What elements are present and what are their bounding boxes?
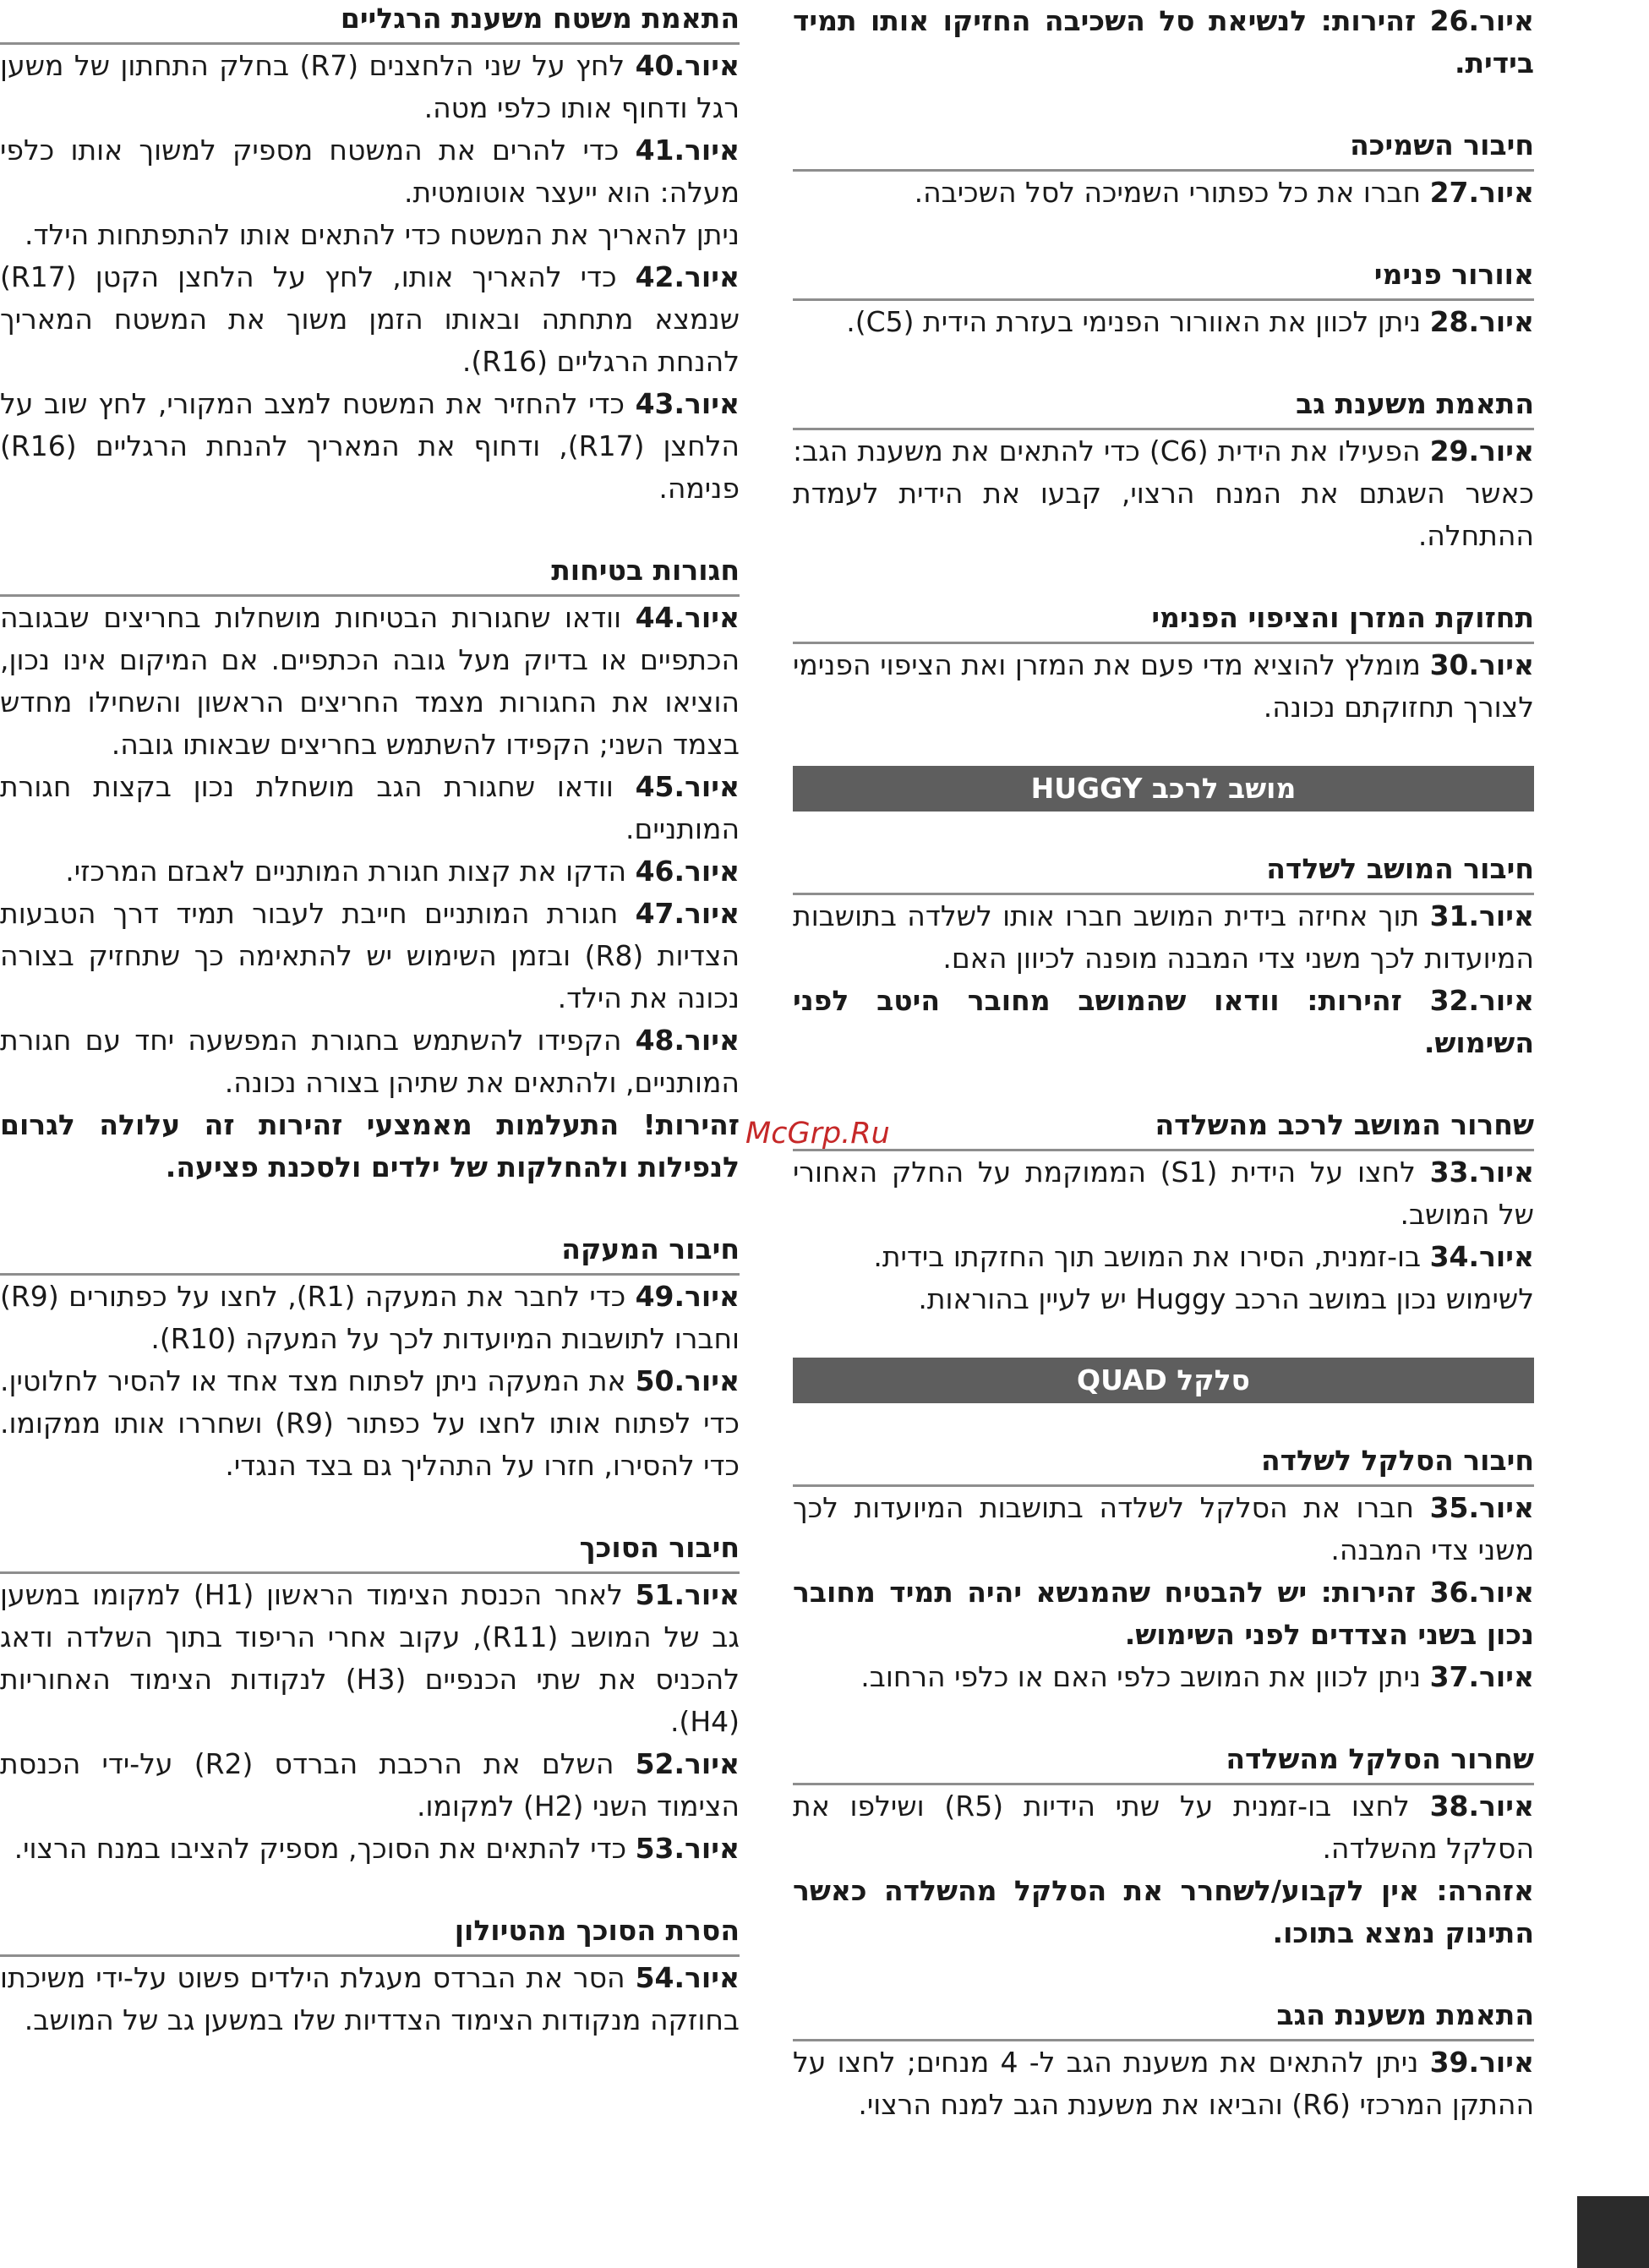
section-heading-backrest-quad: התאמת משענת הגב <box>793 1997 1534 2041</box>
figure-49-paragraph <box>0 1276 740 1360</box>
section-heading-attach-quad: חיבור הסלקל לשלדה <box>793 1442 1534 1487</box>
paragraph-text: זהירות: וודאו שהמושב מחובר היטב לפני השימוש. <box>793 984 1534 1059</box>
figure-number: איור.54 <box>635 1961 740 1994</box>
section-heading-backrest: התאמת משענת גב <box>793 385 1534 430</box>
quad-release-warning: אזהרה: אין לקבוע/לשחרר את הסלקל מהשלדה כאשר התינוק נמצא בתוכו. <box>793 1874 1534 1949</box>
section-heading-attach-seat: חיבור המושב לשלדה <box>793 850 1534 895</box>
figure-27-paragraph <box>793 172 1534 214</box>
figure-number: איור.34 <box>1429 1240 1534 1273</box>
figure-39-paragraph <box>793 2041 1534 2126</box>
figure-number: איור.44 <box>635 601 740 634</box>
paragraph-text: חברו את כל כפתורי השמיכה לסל השכיבה. <box>914 176 1430 209</box>
figure-number: איור.50 <box>635 1364 740 1397</box>
paragraph-text: חברו את הסלקל לשלדה בתושבות המיועדות לכך משני צדי המבנה. <box>793 1491 1534 1566</box>
figure-number: איור.47 <box>635 897 740 930</box>
paragraph-text: ניתן לכוון את המושב כלפי האם או כלפי הרחוב. <box>860 1660 1430 1693</box>
figure-number: איור.36 <box>1429 1576 1534 1609</box>
section-heading-bumper: חיבור המעקה <box>0 1231 740 1276</box>
paragraph-text: השלם את הרכבת הברדס (R2) על-ידי הכנסת הצימוד השני (H2) למקומו. <box>0 1747 740 1823</box>
paragraph-text: ניתן להתאים את משענת הגב ל- 4 מנחים; לחצו על ההתקן המרכזי (R6) והביאו את משענת הגב למנח הרצוי. <box>793 2046 1534 2121</box>
figure-number: איור.42 <box>635 260 740 293</box>
right-column <box>793 0 1534 2126</box>
section-heading-maintenance: תחזוקת המזרן והציפוי הפנימי <box>793 599 1534 644</box>
paragraph-text: הקפידו להשתמש בחגורת המפשעה יחד עם חגורת המותניים, ולהתאים את שתיהן בצורה נכונה. <box>0 1024 740 1099</box>
figure-54-paragraph <box>0 1957 740 2041</box>
figure-number: איור.31 <box>1429 899 1534 932</box>
banner-quad: סלקל QUAD <box>793 1358 1534 1403</box>
paragraph-text: זהירות: יש להבטיח שהמנשא יהיה תמיד מחובר נכון בשני הצדדים לפני השימוש. <box>793 1576 1534 1651</box>
figure-36-warning <box>793 1571 1534 1656</box>
paragraph-text: כדי לחבר את המעקה (R1), לחצו על כפתורים (R9) וחברו לתושבות המיועדות לכך על המעקה (R10). <box>0 1280 740 1355</box>
paragraph-text: ניתן לכוון את האוורור הפנימי בעזרת הידית (C5). <box>846 305 1430 338</box>
figure-43-paragraph <box>0 383 740 510</box>
figure-37-paragraph <box>793 1656 1534 1698</box>
figure-34-paragraph <box>793 1236 1534 1278</box>
paragraph-text: מומלץ להוציא מדי פעם את המזרן ואת הציפוי הפנימי לצורך תחזוקתם נכונה. <box>793 648 1534 724</box>
figure-52-paragraph <box>0 1743 740 1828</box>
figure-number: איור.37 <box>1429 1660 1534 1693</box>
figure-38-paragraph <box>793 1785 1534 1870</box>
figure-41-paragraph <box>0 129 740 214</box>
paragraph-text: הסר את הברדס מעגלת הילדים פשוט על-ידי משיכתו בחוזקה מנקודות הצימוד הצדדיות שלו במשען גב של המושב. <box>0 1961 740 2036</box>
figure-number: איור.45 <box>635 770 740 803</box>
figure-number: איור.43 <box>635 387 740 420</box>
figure-32-warning <box>793 980 1534 1064</box>
figure-number: איור.53 <box>635 1832 740 1865</box>
paragraph-text: לאחר הכנסת הצימוד הראשון (H1) למקומו במשען גב של המושב (R11), עקוב אחרי הריפוד בתוך השלדה ודאג להכניס את שתי הכנפיים (H3) לנקודות הצימוד האחוריות (H4). <box>0 1578 740 1738</box>
figure-number: איור.29 <box>1429 434 1534 467</box>
paragraph-text: הדקו את קצות חגורת המותניים לאבזם המרכזי. <box>65 855 636 888</box>
paragraph-text: לחצו בו-זמנית על שתי הידיות (R5) ושילפו את הסלקל מהשלדה. <box>793 1790 1534 1865</box>
paragraph-text: לחץ על שני הלחצנים (R7) בחלק התחתון של משען רגל ודחוף אותו כלפי מטה. <box>0 49 740 124</box>
section-heading-legrest: התאמת משטח משענת הרגליים <box>0 0 740 45</box>
paragraph-text: וודאו שחגורות הבטיחות מושחלות בחריצים שבגובה הכתפיים או בדיוק מעל גובה הכתפיים. אם המיקום אינו נכון, הוציאו את החגורות מצמד החריצים הראשון והשחילו מחדש בצמד השני; הקפידו להשתמש בחריצים שבאותו גובה. <box>0 601 740 761</box>
figure-number: איור.28 <box>1429 305 1534 338</box>
figure-number: איור.35 <box>1429 1491 1534 1524</box>
figure-number: איור.49 <box>635 1280 740 1313</box>
figure-31-paragraph <box>793 895 1534 980</box>
watermark: McGrp.Ru <box>745 1117 890 1150</box>
figure-number: איור.33 <box>1429 1156 1535 1189</box>
huggy-instructions-note: לשימוש נכון במושב הרכב Huggy יש לעיין בהוראות. <box>918 1282 1534 1315</box>
paragraph-text: כדי להחזיר את המשטח למצב המקורי, לחץ שוב על הלחצן (R17), ודחוף את המאריך להנחת הרגליים (R16) פנימה. <box>0 387 740 505</box>
figure-50-paragraph <box>0 1360 740 1487</box>
section-heading-belts: חגורות בטיחות <box>0 552 740 597</box>
paragraph-text: חגורת המותניים חייבת לעבור תמיד דרך הטבעות הצדיות (R8) ובזמן השימוש יש להתאימה כך שתחזיק בצורה נכונה את הילד. <box>0 897 740 1014</box>
figure-44-paragraph <box>0 597 740 766</box>
figure-47-paragraph <box>0 893 740 1019</box>
figure-number: איור.27 <box>1429 176 1534 209</box>
section-heading-release-seat: שחרור המושב לרכב מהשלדה <box>793 1107 1534 1151</box>
paragraph-text: הפעילו את הידית (C6) כדי להתאים את משענת הגב: כאשר השגתם את המנח הרצוי, קבעו את הידית לעמדת ההתחלה. <box>793 434 1534 552</box>
figure-46-paragraph <box>0 850 740 893</box>
paragraph-text: בו-זמנית, הסירו את המושב תוך החזקתו בידית. <box>873 1240 1430 1273</box>
figure-29-paragraph <box>793 430 1534 557</box>
figure-40-paragraph <box>0 45 740 129</box>
figure-number: איור.51 <box>635 1578 740 1611</box>
paragraph-text: כדי להאריך אותו, לחץ על הלחצן הקטן (R17) שנמצא מתחתה ובאותו הזמן משוך את המשטח המאריך להנחת הרגליים (R16). <box>0 260 740 378</box>
section-heading-release-quad: שחרור הסלקל מהשלדה <box>793 1741 1534 1785</box>
banner-huggy: מושב לרכב HUGGY <box>793 766 1534 812</box>
figure-number: איור.39 <box>1429 2046 1535 2079</box>
figure-48-paragraph <box>0 1019 740 1104</box>
paragraph-text: כדי להתאים את הסוכך, מספיק להציבו במנח הרצוי. <box>14 1832 636 1865</box>
section-heading-hood-remove: הסרת הסוכך מהטיולון <box>0 1912 740 1957</box>
left-column <box>0 0 740 2041</box>
figure-45-paragraph <box>0 766 740 850</box>
section-heading-hood: חיבור הסוכך <box>0 1529 740 1574</box>
figure-number: איור.30 <box>1429 648 1534 681</box>
figure-28-paragraph <box>793 301 1534 343</box>
paragraph-text: את המעקה ניתן לפתוח מצד אחד או להסיר לחלוטין. כדי לפתוח אותו לחצו על כפתור (R9) ושחררו אותו ממקומו. כדי להסירו, חזרו על התהליך גם בצד הנגדי. <box>0 1364 740 1482</box>
figure-33-paragraph <box>793 1151 1534 1236</box>
figure-42-paragraph <box>0 256 740 383</box>
paragraph-text: כדי להרים את המשטח מספיק למשוך אותו כלפי מעלה: הוא ייעצר אוטומטית. <box>0 134 740 209</box>
figure-30-paragraph <box>793 644 1534 729</box>
figure-number: איור.32 <box>1429 984 1534 1017</box>
paragraph-text: תוך אחיזה בידית המושב חברו אותו לשלדה בתושבות המיועדות לכך משני צדי המבנה מופנה לכיוון האם. <box>793 899 1534 975</box>
figure-number: איור.38 <box>1429 1790 1534 1823</box>
figure-number: איור.26 <box>1429 4 1534 37</box>
figure-53-paragraph <box>0 1828 740 1870</box>
figure-35-paragraph <box>793 1487 1534 1571</box>
page-edge-tab <box>1577 2196 1649 2268</box>
figure-number: איור.46 <box>635 855 740 888</box>
figure-51-paragraph <box>0 1574 740 1743</box>
paragraph-text: לחצו על הידית (S1) הממוקמת על החלק האחורי של המושב. <box>793 1156 1534 1231</box>
section-heading-ventilation: אוורור פנימי <box>793 256 1534 301</box>
figure-number: איור.48 <box>635 1024 740 1057</box>
paragraph-text: וודאו שחגורת הגב מושחלת נכון בקצות חגורת המותניים. <box>0 770 740 845</box>
figure-number: איור.40 <box>635 49 740 82</box>
figure-26-warning <box>793 0 1534 85</box>
figure-number: איור.52 <box>635 1747 740 1780</box>
figure-number: איור.41 <box>635 134 740 167</box>
paragraph-text: זהירות: לנשיאת סל השכיבה החזיקו אותו תמיד בידית. <box>793 4 1534 79</box>
belts-warning: זהירות! התעלמות מאמצעי זהירות זה עלולה לגרום לנפילות ולהחלקות של ילדים ולסכנת פציעה. <box>0 1108 740 1183</box>
section-heading-canopy: חיבור השמיכה <box>793 127 1534 172</box>
legrest-extend-note: ניתן להאריך את המשטח כדי להתאים אותו להתפתחות הילד. <box>24 218 740 251</box>
